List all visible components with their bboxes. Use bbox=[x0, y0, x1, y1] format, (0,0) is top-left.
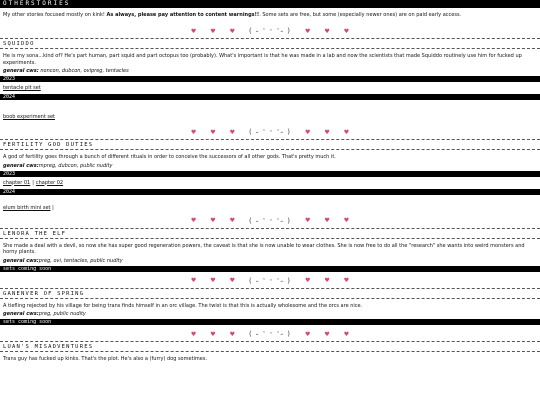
heart-icon: ♥ bbox=[229, 277, 236, 284]
intro-warning: As always, please pay attention to content warnings!! bbox=[106, 12, 260, 18]
story-link[interactable]: boob experiment set bbox=[3, 114, 56, 120]
cws-label: general cws: bbox=[3, 311, 39, 317]
heart-icon: ♥ bbox=[190, 128, 197, 136]
heart-icon: ♥ bbox=[304, 217, 311, 224]
kaomoji-face: ( ˶ ᵔ ᵕ ᵔ˶ ) bbox=[249, 330, 291, 338]
heart-icon: ♥ bbox=[210, 217, 216, 224]
status-bar: sets coming soon bbox=[0, 319, 540, 325]
section-description: Trans guy has fucked up kinks. That's the plot. He's also a (furry) dog sometimes. bbox=[3, 356, 208, 362]
year-bar: 2024 bbox=[0, 189, 540, 195]
cws-list: mpreg, dubcon, public nudity bbox=[38, 162, 113, 169]
heart-icon: ♥ bbox=[210, 27, 216, 35]
heart-icon: ♥ bbox=[190, 27, 197, 35]
heart-icon: ♥ bbox=[210, 277, 216, 284]
cws-list: noncon, dubcon, ovipreg, tentacles bbox=[38, 68, 129, 74]
hearts-left bbox=[191, 129, 235, 136]
content-warnings bbox=[0, 256, 540, 266]
heart-icon: ♥ bbox=[190, 330, 197, 338]
hearts-right bbox=[305, 28, 349, 35]
heart-icon: ♥ bbox=[343, 27, 350, 35]
heart-icon: ♥ bbox=[324, 277, 330, 284]
link-suffix: | bbox=[50, 204, 54, 211]
kaomoji-face: ( ˶ ᵔ ᵕ ᵔ˶ ) bbox=[249, 276, 291, 285]
hearts-left bbox=[191, 28, 235, 35]
heart-icon: ♥ bbox=[343, 330, 350, 338]
hearts-right bbox=[305, 331, 349, 338]
story-link[interactable]: chapter 01 bbox=[3, 179, 31, 186]
hearts-right bbox=[305, 129, 349, 136]
page-header: OTHERSTORIES bbox=[0, 0, 540, 8]
section-description: He is my sona...kind of? He's part human, part squid and part octopus too (probably). What's important is that he was made in a lab and now the scientists that made Squiddo routinely use him for fucked up experiments. bbox=[3, 53, 522, 66]
heart-icon: ♥ bbox=[304, 277, 311, 284]
heart-icon: ♥ bbox=[190, 277, 197, 284]
intro-text bbox=[0, 8, 540, 20]
hearts-left bbox=[191, 331, 235, 338]
link-row bbox=[0, 195, 540, 214]
heart-icon: ♥ bbox=[304, 128, 311, 136]
link-separator: | bbox=[32, 179, 34, 186]
year-bar: 2024 bbox=[0, 94, 540, 100]
intro-plain-2: . Some sets are free, but some (especially newer ones) are on paid early access. bbox=[259, 12, 462, 18]
heart-divider bbox=[0, 125, 540, 139]
status-bar: sets coming soon bbox=[0, 266, 540, 272]
section-title-ganenver: GANENVER OF SPRING bbox=[3, 290, 85, 297]
hearts-right bbox=[305, 217, 349, 224]
kaomoji-face: ( ˶ ᵔ ᵕ ᵔ˶ ) bbox=[249, 128, 291, 136]
heart-icon: ♥ bbox=[304, 330, 311, 338]
section-description: A god of fertility goes through a bunch of different rituals in order to conceive the successors of all other gods. That's pretty much it. bbox=[3, 154, 336, 160]
heart-icon: ♥ bbox=[343, 277, 350, 284]
heart-divider bbox=[0, 274, 540, 288]
content-warnings bbox=[0, 161, 540, 171]
section-title-luan: LUAN'S MISADVENTURES bbox=[3, 344, 94, 350]
section-title-squiddo: SQUIDDO bbox=[3, 41, 35, 47]
kaomoji-face: ( ˶ ᵔ ᵕ ᵔ˶ ) bbox=[249, 216, 291, 225]
heart-icon: ♥ bbox=[210, 128, 216, 136]
heart-icon: ♥ bbox=[229, 27, 236, 35]
cws-list: preg, public nudity bbox=[38, 311, 86, 317]
section-title-lenora: LENORA THE ELF bbox=[3, 230, 67, 237]
heart-icon: ♥ bbox=[190, 217, 197, 224]
heart-icon: ♥ bbox=[324, 330, 330, 338]
link-row bbox=[0, 177, 540, 189]
link-row bbox=[0, 100, 540, 123]
section-description: She made a deal with a devil, so now she has super good regeneration powers, the caveat is that she is now unable to wear clothes. She is now free to do all the "research" she wants into weird monsters and horny plants. bbox=[3, 242, 525, 255]
section-description: A tiefling rejected by his village for being trans finds himself in an orc village. The twist is that this is actually wholesome and the orcs are nice. bbox=[3, 302, 363, 309]
story-link[interactable]: tentacle pit set bbox=[3, 85, 41, 91]
heart-divider bbox=[0, 24, 540, 38]
intro-plain: My other stories focused mostly on kink! bbox=[3, 12, 107, 18]
content-warnings bbox=[0, 66, 540, 76]
cws-label: general cws: bbox=[3, 68, 39, 74]
heart-icon: ♥ bbox=[324, 217, 330, 224]
cws-label: general cws: bbox=[3, 257, 39, 264]
cws-list: preg, ovi, tentacles, public nudity bbox=[38, 257, 123, 264]
year-bar: 2023 bbox=[0, 76, 540, 82]
heart-icon: ♥ bbox=[229, 128, 236, 136]
cws-label: general cws: bbox=[3, 162, 39, 169]
heart-icon: ♥ bbox=[304, 27, 311, 35]
heart-icon: ♥ bbox=[229, 217, 236, 224]
hearts-left bbox=[191, 217, 235, 224]
hearts-right bbox=[305, 277, 349, 284]
content-warnings bbox=[0, 309, 540, 319]
section-title-fertility: FERTILITY GOD DUTIES bbox=[3, 142, 94, 148]
heart-icon: ♥ bbox=[343, 128, 350, 136]
story-link[interactable]: chapter 02 bbox=[35, 179, 64, 186]
heart-icon: ♥ bbox=[210, 330, 216, 338]
year-bar: 2023 bbox=[0, 171, 540, 177]
link-row bbox=[0, 82, 540, 94]
heart-icon: ♥ bbox=[343, 217, 350, 224]
heart-divider bbox=[0, 214, 540, 228]
heart-divider bbox=[0, 327, 540, 341]
kaomoji-face: ( ˶ ᵔ ᵕ ᵔ˶ ) bbox=[249, 27, 291, 35]
heart-icon: ♥ bbox=[324, 128, 330, 136]
heart-icon: ♥ bbox=[229, 330, 236, 338]
heart-icon: ♥ bbox=[324, 27, 330, 35]
story-link[interactable]: elum birth mini set bbox=[3, 204, 51, 211]
hearts-left bbox=[191, 277, 235, 284]
